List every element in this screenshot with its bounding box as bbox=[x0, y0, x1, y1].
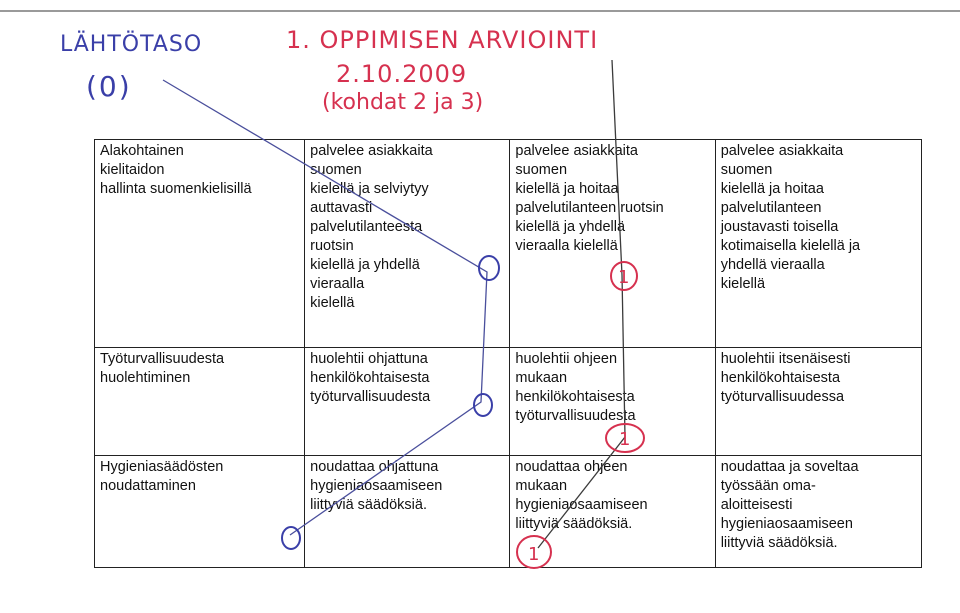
assessment-mark-number: 1 bbox=[528, 544, 540, 565]
level-text: palvelee asiakkaita suomen kielellä ja selviytyy auttavasti palvelutilanteesta ruotsin kielellä ja yhdellä vieraalla kielellä bbox=[310, 143, 433, 311]
assessment-mark-number: 1 bbox=[618, 267, 630, 288]
criterion-text: Alakohtainen kielitaidon hallinta suomenkielisillä bbox=[100, 143, 252, 197]
assessment-date-handwritten: 2.10.2009 bbox=[336, 60, 468, 88]
criterion-text: Työturvallisuudesta huolehtiminen bbox=[100, 351, 225, 386]
level-text: noudattaa ohjeen mukaan hygieniaosaamiseen liittyviä säädöksiä. bbox=[515, 459, 648, 532]
criterion-text: Hygieniasäädösten noudattaminen bbox=[100, 459, 224, 494]
level-text: huolehtii ohjeen mukaan henkilökohtaisesta työturvallisuudesta bbox=[515, 351, 636, 424]
level-text: huolehtii itsenäisesti henkilökohtaisesta työturvallisuudessa bbox=[720, 351, 851, 405]
level-text: huolehtii ohjattuna henkilökohtaisesta työturvallisuudesta bbox=[310, 351, 431, 405]
table-row bbox=[95, 348, 922, 456]
baseline-level-handwritten: (0) bbox=[86, 70, 132, 103]
page-top-edge bbox=[0, 0, 960, 12]
assessment-title-handwritten: 1. OPPIMISEN ARVIOINTI bbox=[286, 26, 599, 54]
level-text: noudattaa ja soveltaa työssään oma- aloitteisesti hygieniaosaamiseen liittyviä säädöksiä. bbox=[720, 459, 859, 551]
level-cell bbox=[510, 456, 715, 568]
assessment-criteria-table bbox=[94, 139, 922, 568]
level-cell bbox=[715, 348, 921, 456]
assessment-items-handwritten: (kohdat 2 ja 3) bbox=[322, 90, 484, 115]
criterion-cell bbox=[95, 140, 305, 348]
level-text: palvelee asiakkaita suomen kielellä ja hoitaa palvelutilanteen ruotsin kielellä ja yhdellä vieraalla kielellä bbox=[515, 143, 664, 254]
baseline-title-handwritten: LÄHTÖTASO bbox=[60, 32, 203, 57]
table-row bbox=[95, 140, 922, 348]
table-row bbox=[95, 456, 922, 568]
level-text: noudattaa ohjattuna hygieniaosaamiseen liittyviä säädöksiä. bbox=[310, 459, 443, 513]
level-cell bbox=[510, 140, 715, 348]
assessment-mark-number: 1 bbox=[619, 429, 631, 450]
level-cell bbox=[305, 140, 510, 348]
level-cell bbox=[510, 348, 715, 456]
level-cell bbox=[715, 456, 921, 568]
level-cell bbox=[305, 456, 510, 568]
level-text: palvelee asiakkaita suomen kielellä ja hoitaa palvelutilanteen joustavasti toisella kotimaisella kielellä ja yhdellä vieraalla kielellä bbox=[720, 143, 861, 292]
criterion-cell bbox=[95, 348, 305, 456]
criterion-cell bbox=[95, 456, 305, 568]
level-cell bbox=[305, 348, 510, 456]
level-cell bbox=[715, 140, 921, 348]
